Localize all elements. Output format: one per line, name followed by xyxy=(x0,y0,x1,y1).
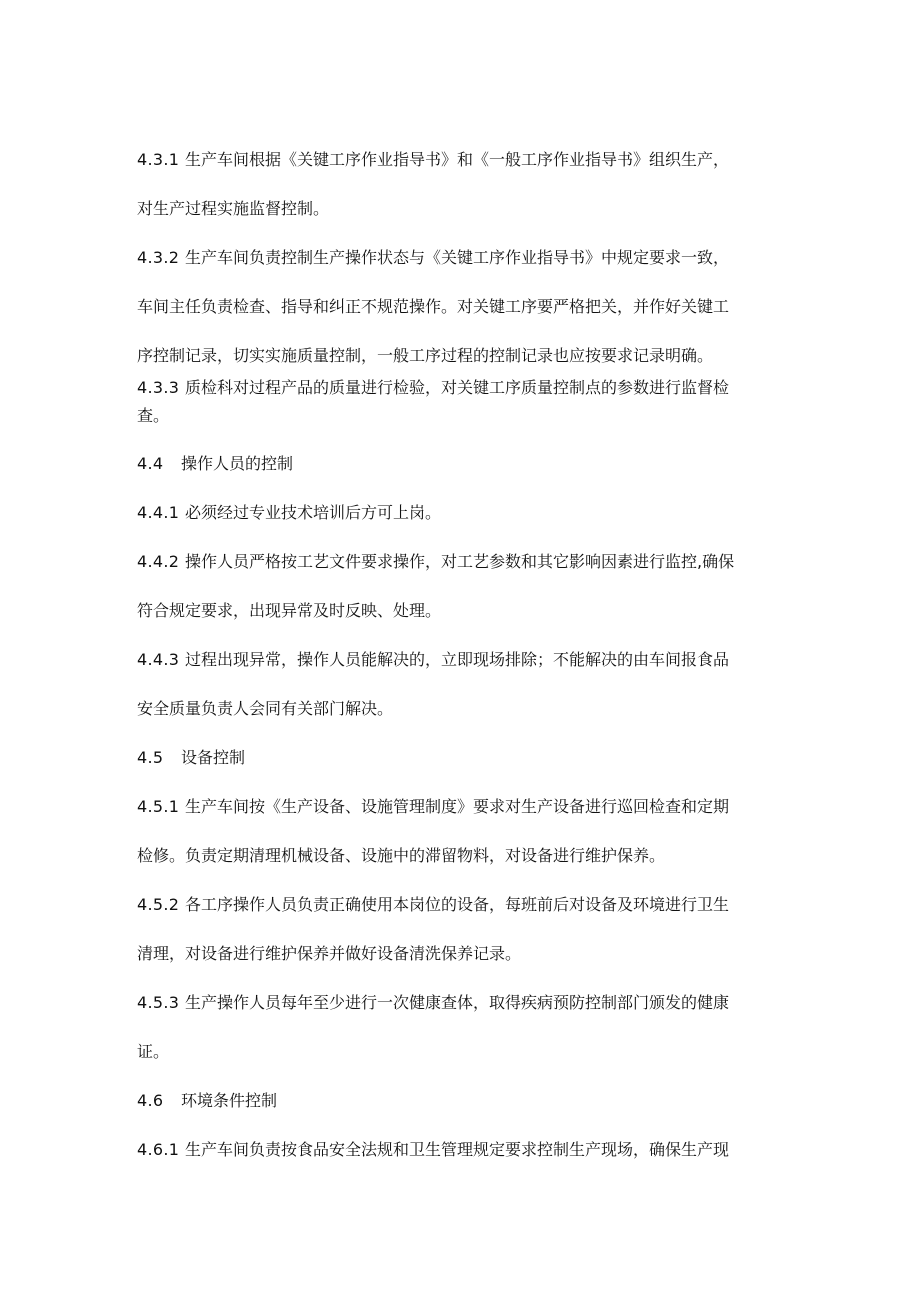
line-text: 安全质量负责人会同有关部门解决。 xyxy=(137,699,394,718)
paragraph-line xyxy=(137,993,787,1013)
paragraph-line xyxy=(137,150,787,170)
paragraph-line xyxy=(137,406,787,426)
paragraph-line xyxy=(137,601,787,621)
line-text: 生产车间按《生产设备、设施管理制度》要求对生产设备进行巡回检查和定期 xyxy=(185,797,730,816)
line-text: 生产车间根据《关键工序作业指导书》和《一般工序作业指导书》组织生产， xyxy=(185,150,730,169)
paragraph-line xyxy=(137,797,787,817)
paragraph-line xyxy=(137,503,787,523)
line-text: 符合规定要求，出现异常及时反映、处理。 xyxy=(137,601,442,620)
clause-number: 4.4.1 xyxy=(137,503,180,522)
line-text: 生产操作人员每年至少进行一次健康查体，取得疾病预防控制部门颁发的健康 xyxy=(185,993,730,1012)
paragraph-line xyxy=(137,199,787,219)
line-text: 序控制记录，切实实施质量控制，一般工序过程的控制记录也应按要求记录明确。 xyxy=(137,346,714,365)
paragraph-line xyxy=(137,248,787,268)
clause-number: 4.3.1 xyxy=(137,150,180,169)
line-text: 检修。负责定期清理机械设备、设施中的滞留物料，对设备进行维护保养。 xyxy=(137,846,666,865)
paragraph-line xyxy=(137,552,787,572)
clause-number: 4.6.1 xyxy=(137,1140,180,1159)
clause-number: 4.5.1 xyxy=(137,797,180,816)
paragraph-line xyxy=(137,1140,787,1160)
line-text: 过程出现异常，操作人员能解决的，立即现场排除；不能解决的由车间报食品 xyxy=(185,650,730,669)
section-title: 操作人员的控制 xyxy=(181,454,294,473)
clause-number: 4.5.2 xyxy=(137,895,180,914)
paragraph-line xyxy=(137,699,787,719)
section-title: 设备控制 xyxy=(181,748,246,767)
clause-number: 4.4.2 xyxy=(137,552,180,571)
section-heading xyxy=(137,748,787,768)
paragraph-line xyxy=(137,1042,787,1062)
section-heading xyxy=(137,454,787,474)
clause-number: 4.5.3 xyxy=(137,993,180,1012)
paragraph-line xyxy=(137,297,787,317)
clause-number: 4.3.3 xyxy=(137,378,180,397)
line-text: 各工序操作人员负责正确使用本岗位的设备，每班前后对设备及环境进行卫生 xyxy=(185,895,730,914)
line-text: 必须经过专业技术培训后方可上岗。 xyxy=(185,503,442,522)
line-text: 生产车间负责按食品安全法规和卫生管理规定要求控制生产现场，确保生产现 xyxy=(185,1140,730,1159)
clause-number: 4.3.2 xyxy=(137,248,180,267)
paragraph-line xyxy=(137,378,787,398)
line-text: 车间主任负责检查、指导和纠正不规范操作。对关键工序要严格把关，并作好关键工 xyxy=(137,297,730,316)
paragraph-line xyxy=(137,944,787,964)
line-text: 查。 xyxy=(137,406,170,425)
section-heading xyxy=(137,1091,787,1111)
line-text: 证。 xyxy=(137,1042,170,1061)
line-text: 生产车间负责控制生产操作状态与《关键工序作业指导书》中规定要求一致， xyxy=(185,248,730,267)
section-number: 4.4 xyxy=(137,454,164,473)
paragraph-line xyxy=(137,895,787,915)
line-text: 对生产过程实施监督控制。 xyxy=(137,199,330,218)
paragraph-line xyxy=(137,846,787,866)
section-number: 4.5 xyxy=(137,748,164,767)
line-text: 清理，对设备进行维护保养并做好设备清洗保养记录。 xyxy=(137,944,522,963)
section-title: 环境条件控制 xyxy=(181,1091,278,1110)
section-number: 4.6 xyxy=(137,1091,164,1110)
clause-number: 4.4.3 xyxy=(137,650,180,669)
paragraph-line xyxy=(137,650,787,670)
line-text: 质检科对过程产品的质量进行检验，对关键工序质量控制点的参数进行监督检 xyxy=(185,378,730,397)
paragraph-line xyxy=(137,346,787,366)
line-text: 操作人员严格按工艺文件要求操作，对工艺参数和其它影响因素进行监控,确保 xyxy=(185,552,735,571)
